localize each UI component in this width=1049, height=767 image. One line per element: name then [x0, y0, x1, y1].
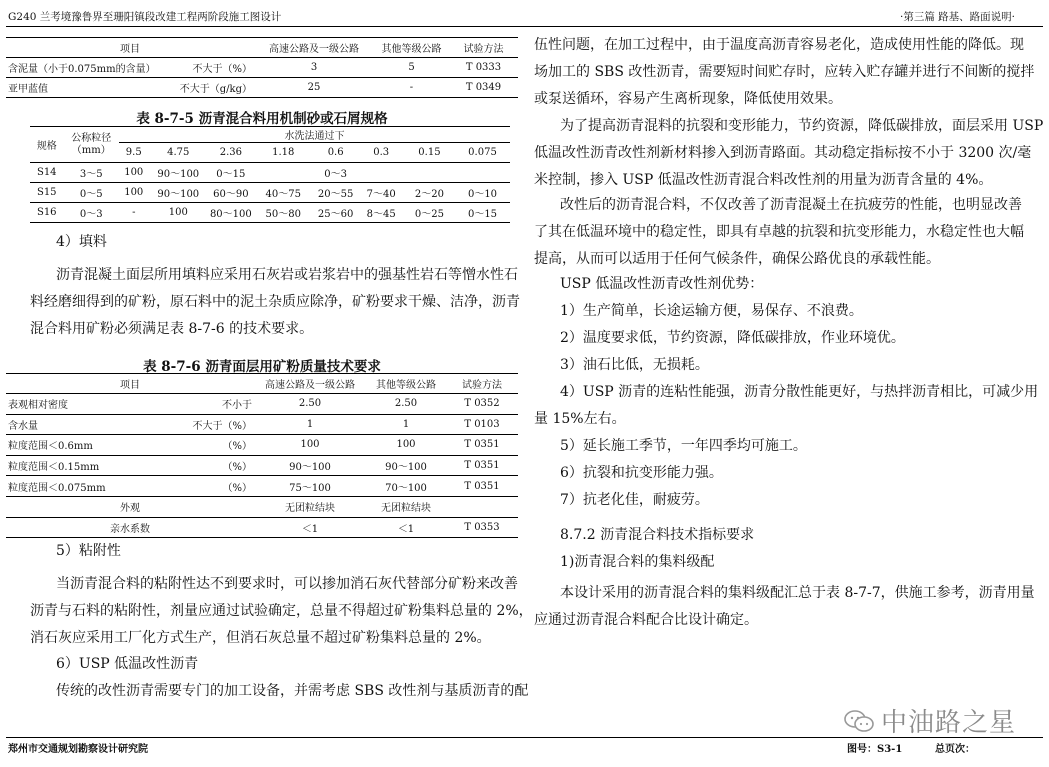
text-line: 为了提高沥青混料的抗裂和变形能力，节约资源，降低碳排放，面层采用 USP — [560, 118, 1044, 134]
cell: 90～100 — [157, 189, 200, 200]
col-header: 其他等级公路 — [376, 380, 436, 391]
text-line: 或泵送循环，容易产生离析现象，降低使用效果。 — [534, 91, 842, 107]
cell: 100 — [124, 187, 144, 198]
sieve-size-header: 0.15 — [418, 147, 441, 158]
table-header-row — [30, 127, 510, 143]
table-row — [6, 78, 518, 98]
cell: 不大于（%） — [192, 420, 252, 432]
cell — [404, 163, 455, 183]
table-row — [6, 435, 518, 456]
cell: 40～75 — [265, 189, 301, 200]
cell — [358, 163, 403, 183]
cell: 50～80 — [265, 209, 301, 220]
cell: 100 — [124, 167, 144, 178]
footer-institute: 郑州市交通规划勘察设计研究院 — [8, 744, 148, 755]
footer-total-pages: 总页次： — [935, 744, 975, 755]
text-line: 消石灰应采用工厂化方式生产，但消石灰总量不超过矿粉集料总量的 2%。 — [30, 630, 491, 646]
table-row — [6, 58, 518, 78]
watermark-text: 中油路之星 — [881, 708, 1017, 738]
cell: 100 — [300, 439, 320, 451]
adhesion-heading: 5）粘附性 — [56, 543, 121, 559]
cell: 2.50 — [298, 398, 322, 410]
header-rule — [6, 26, 1043, 27]
text-line: 当沥青混合料的粘附性达不到要求时，可以掺加消石灰代替部分矿粉来改善 — [56, 576, 518, 592]
cell: 8～45 — [366, 209, 396, 220]
footer-figure-number: 图号：S3-1 — [847, 744, 903, 755]
cell: 0～15 — [467, 209, 498, 220]
table-row — [6, 517, 518, 538]
cell: 1 — [306, 418, 314, 430]
watermark — [843, 702, 1016, 739]
sieve-size-header: 2.36 — [219, 147, 242, 158]
filler-heading: 4）填料 — [56, 234, 107, 250]
sieve-size-header: 0.3 — [373, 147, 390, 158]
text-line: 应通过沥青混合料配合比设计确定。 — [534, 612, 758, 628]
text-line: 低温改性沥青改性剂新材料掺入到沥青路面。其动稳定指标按不小于 3200 次/毫 — [534, 145, 1032, 161]
section-heading: 8.7.2 沥青混合料技术指标要求 — [560, 527, 755, 543]
cell: 25 — [307, 82, 321, 93]
cell: 0～3 — [324, 169, 347, 180]
cell: 1 — [402, 418, 410, 430]
list-item: 1）生产简单，长途运输方便，易保存、不浪费。 — [560, 303, 863, 319]
cell: 亚甲蓝值 — [8, 84, 48, 95]
top-table — [6, 37, 518, 98]
cell: （%） — [222, 462, 252, 474]
sieve-size-header: 9.5 — [125, 147, 142, 158]
subsection-heading: 1)沥青混合料的集料级配 — [560, 554, 715, 570]
text-line: 沥青与石料的粘附性，剂量应通过试验确定，总量不得超过矿粉集料总量的 2%， — [30, 603, 533, 619]
cell: T 0333 — [465, 62, 502, 73]
cell: （%） — [222, 441, 252, 453]
table-header-row — [6, 374, 518, 394]
sieve-size-header: 0.075 — [468, 147, 497, 158]
text-line: 场加工的 SBS 改性沥青，需要短时间贮存时，应转入贮存罐并进行不间断的搅拌 — [534, 64, 1035, 80]
cell: 3 — [310, 62, 318, 73]
cell: S15 — [36, 187, 57, 198]
cell: T 0349 — [465, 82, 502, 93]
table-875 — [30, 126, 510, 223]
sieve-size-header: 0.6 — [327, 147, 344, 158]
cell: 75～100 — [289, 482, 331, 494]
list-item: 4）USP 沥青的连粘性能强，沥青分散性能更好，与热拌沥青相比，可减少用 — [560, 384, 1039, 400]
cell: T 0351 — [464, 460, 500, 472]
cell: 粒度范围＜0.6mm — [8, 441, 93, 453]
right-paragraph-1 — [534, 32, 1035, 113]
right-paragraph-3 — [534, 192, 1024, 273]
cell: 90～100 — [157, 169, 200, 180]
cell: 不小于 — [222, 400, 252, 412]
cell: 70～100 — [385, 482, 427, 494]
cell: 60～90 — [213, 189, 249, 200]
col-header: 高速公路及一级公路 — [269, 44, 359, 55]
text-line: 伍性问题，在加工过程中，由于温度高沥青容易老化，造成使用性能的降低。现 — [534, 37, 1024, 53]
col-header: 规格 — [36, 141, 57, 152]
col-header: 高速公路及一级公路 — [265, 380, 355, 391]
cell: 100 — [396, 439, 416, 451]
cell: T 0351 — [464, 480, 500, 492]
cell — [254, 163, 313, 183]
cell: ＜1 — [397, 523, 415, 535]
col-header: 公称粒径（mm） — [71, 132, 112, 156]
usp-heading: 6）USP 低温改性沥青 — [56, 656, 199, 672]
cell: 90～100 — [289, 462, 331, 474]
text-line: 沥青混凝土面层所用填料应采用石灰岩或岩浆岩中的强基性岩石等憎水性石 — [56, 267, 518, 283]
adhesion-paragraph — [30, 571, 533, 652]
table-row — [6, 496, 518, 517]
table-876 — [6, 373, 518, 538]
cell: 0～25 — [414, 209, 444, 220]
right-paragraph-4 — [534, 580, 1035, 634]
header-title: G240 兰考境豫鲁界至珊阳镇段改建工程两阶段施工图设计 — [8, 11, 282, 23]
col-header: 项目 — [120, 44, 140, 55]
text-line: 料经磨细得到的矿粉，原石料中的泥土杂质应除净，矿粉要求干燥、洁净，沥青 — [30, 294, 520, 310]
header-section: ·第三篇 路基、路面说明· — [899, 11, 1015, 23]
cell: 2.50 — [394, 398, 418, 410]
table-row — [30, 203, 510, 223]
table-row — [30, 163, 510, 183]
cell: 含水量 — [8, 420, 38, 432]
sieve-size-header: 1.18 — [272, 147, 295, 158]
cell: 0～15 — [216, 169, 246, 180]
advantages-list-2 — [560, 433, 1046, 514]
list-item: 3）油石比低，无损耗。 — [560, 357, 709, 373]
cell: 含泥量（小于0.075mm的含量） — [8, 64, 156, 75]
table-row — [6, 414, 518, 435]
cell: （%） — [222, 482, 252, 494]
text-line: 米控制，掺入 USP 低温改性沥青混合料改性剂的用量为沥青含量的 4%。 — [534, 172, 993, 188]
cell: 5 — [408, 62, 415, 73]
table-row — [30, 183, 510, 203]
cell: S14 — [36, 167, 57, 178]
cell: T 0352 — [464, 398, 500, 410]
cell: T 0103 — [464, 418, 500, 430]
list-item: 6）抗裂和抗变形能力强。 — [560, 465, 723, 481]
cell: 80～100 — [209, 209, 252, 220]
col-header: 其他等级公路 — [381, 44, 442, 55]
cell: T 0351 — [464, 439, 500, 451]
cell: 2～20 — [414, 189, 444, 200]
list-item: 5）延长施工季节，一年四季均可施工。 — [560, 438, 807, 454]
advantages-title: USP 低温改性沥青改性剂优势： — [560, 276, 764, 292]
cell: 3～5 — [79, 169, 103, 180]
col-header: 试验方法 — [463, 44, 504, 55]
text-line: 改性后的沥青混合料，不仅改善了沥青混凝土在抗疲劳的性能，也明显改善 — [560, 197, 1022, 213]
table-row — [6, 476, 518, 497]
right-paragraph-2 — [534, 113, 1044, 194]
sieve-size-header: 4.75 — [167, 147, 190, 158]
footer-rule — [6, 737, 1043, 738]
table-876-title: 表 8-7-6 沥青面层用矿粉质量技术要求 — [143, 359, 381, 375]
cell: ＜1 — [301, 523, 319, 535]
col-header: 水洗法通过下 — [119, 127, 510, 143]
wechat-icon — [843, 709, 875, 733]
cell: S16 — [36, 207, 57, 218]
cell: 0～5 — [79, 189, 103, 200]
cell: 0～3 — [79, 209, 103, 220]
list-item: 2）温度要求低，节约资源，降低碳排放，作业环境优。 — [560, 330, 905, 346]
cell: 亲水系数 — [110, 523, 150, 535]
text-line: 本设计采用的沥青混合料的集料级配汇总于表 8-7-7，供施工参考，沥青用量 — [560, 585, 1035, 601]
table-header-row — [6, 38, 518, 58]
cell — [446, 496, 518, 517]
cell: 不大于（%） — [192, 64, 252, 75]
col-header: 试验方法 — [462, 380, 502, 391]
advantages-list — [560, 298, 1046, 406]
cell: 不大于（g/kg） — [179, 84, 252, 95]
cell: 7～40 — [366, 189, 396, 200]
cell: - — [132, 207, 136, 218]
cell: 表观相对密度 — [8, 400, 68, 412]
filler-paragraph — [30, 262, 520, 343]
text-line: 提高，从而可以适用于任何气候条件，确保公路优良的承载性能。 — [534, 251, 940, 267]
usp-paragraph-line: 传统的改性沥青需要专门的加工设备，并需考虑 SBS 改性剂与基质沥青的配 — [56, 683, 529, 699]
table-row — [6, 394, 518, 415]
cell: T 0353 — [464, 521, 500, 533]
cell: - — [409, 82, 414, 93]
table-875-title: 表 8-7-5 沥青混合料用机制砂或石屑规格 — [136, 111, 388, 127]
cell: 20～55 — [317, 189, 354, 200]
cell: 无团粒结块 — [381, 503, 431, 515]
cell: 25～60 — [317, 209, 354, 220]
cell — [455, 163, 510, 183]
cell: 90～100 — [385, 462, 427, 474]
advantage-4-continued: 量 15%左右。 — [534, 411, 626, 427]
text-line: 混合料用矿粉必须满足表 8-7-6 的技术要求。 — [30, 321, 314, 337]
table-row — [6, 455, 518, 476]
cell: 外观 — [120, 503, 140, 515]
cell: 无团粒结块 — [285, 503, 335, 515]
text-line: 了其在低温环境中的稳定性，即具有卓越的抗裂和抗变形能力，水稳定性也大幅 — [534, 224, 1024, 240]
cell: 100 — [168, 207, 188, 218]
cell: 0～10 — [467, 189, 498, 200]
cell: 粒度范围＜0.075mm — [8, 482, 106, 494]
col-header: 项目 — [120, 380, 140, 391]
list-item: 7）抗老化佳，耐疲劳。 — [560, 492, 709, 508]
cell: 粒度范围＜0.15mm — [8, 462, 100, 474]
